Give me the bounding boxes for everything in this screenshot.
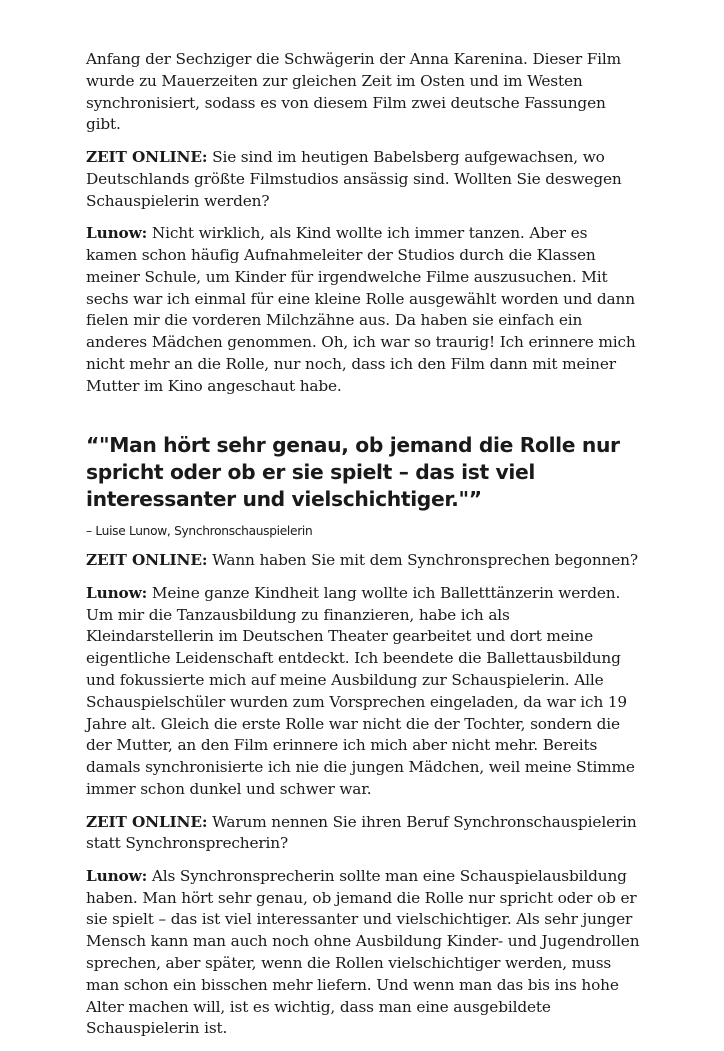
question-paragraph xyxy=(86,812,642,856)
interviewee-label: Lunow: xyxy=(86,866,148,885)
pull-quote-author: – Luise Lunow, Synchronschauspielerin xyxy=(86,524,313,539)
question-paragraph xyxy=(86,550,642,572)
question-paragraph xyxy=(86,147,642,212)
interviewee-label: Lunow: xyxy=(86,224,148,243)
question-text: Wann haben Sie mit dem Synchronsprechen begonnen? xyxy=(207,551,638,570)
question-text: Sie sind im heutigen Babelsberg aufgewachsen, wo Deutschlands größte Filmstudios ansässig sind. Wollten Sie deswegen Schauspielerin werden? xyxy=(86,147,622,210)
intro-paragraph: Anfang der Sechziger die Schwägerin der Anna Karenina. Dieser Film wurde zu Mauerzeiten zur gleichen Zeit im Osten und im Westen synchronisiert, sodass es von diesem Film zwei deutsche Fassungen gibt. xyxy=(86,50,621,134)
answer-paragraph xyxy=(86,866,642,1040)
article-body xyxy=(86,49,642,1051)
interviewee-label: Lunow: xyxy=(86,583,148,602)
answer-text: Meine ganze Kindheit lang wollte ich Balletttänzerin werden. Um mir die Tanzausbildung zu finanzieren, habe ich als Kleindarstellerin im Deutschen Theater gearbeitet und dort meine eigentliche Leidenschaft entdeckt. Ich beendete die Ballettausbildung und fokussierte mich auf meine Ausbildung zur Schauspielerin. Alle Schauspielschüler wurden zum Vorsprechen eingeladen, da war ich 19 Jahre alt. Gleich die erste Rolle war nicht die der Tochter, sondern die der Mutter, an den Film erinnere ich mich aber nicht mehr. Bereits damals synchronisierte ich nie die jungen Mädchen, weil meine Stimme immer schon dunkel und schwer war. xyxy=(86,583,635,798)
question-text: Warum nennen Sie ihren Beruf Synchronschauspielerin statt Synchronsprecherin? xyxy=(86,812,637,853)
interviewer-label: ZEIT ONLINE: xyxy=(86,551,208,570)
answer-text: Nicht wirklich, als Kind wollte ich immer tanzen. Aber es kamen schon häufig Aufnahmeleiter der Studios durch die Klassen meiner Schule, um Kinder für irgendwelche Filme auszusuchen. Mit sechs war ich einmal für eine kleine Rolle ausgewählt worden und dann fielen mir die vorderen Milchzähne aus. Da haben sie einfach ein anderes Mädchen genommen. Oh, ich war so traurig! Ich erinnere mich nicht mehr an die Rolle, nur noch, dass ich den Film dann mit meiner Mutter im Kino angeschaut habe. xyxy=(86,224,636,395)
pull-quote-text: “"Man hört sehr genau, ob jemand die Rolle nur spricht oder ob er sie spielt – das ist viel interessanter und vielschichtiger."” xyxy=(86,432,620,511)
answer-paragraph xyxy=(86,583,642,801)
pull-quote xyxy=(86,432,642,540)
interviewer-label: ZEIT ONLINE: xyxy=(86,147,208,166)
interviewer-label: ZEIT ONLINE: xyxy=(86,812,208,831)
answer-text: Als Synchronsprecherin sollte man eine Schauspielausbildung haben. Man hört sehr genau, ob jemand die Rolle nur spricht oder ob er sie spielt – das ist viel interessanter und vielschichtiger. Als sehr junger Mensch kann man auch noch ohne Ausbildung Kinder- und Jugendrollen sprechen, aber später, wenn die Rollen vielschichtiger werden, muss man schon ein bisschen mehr liefern. Und wenn man das bis ins hohe Alter machen will, ist es wichtig, dass man eine ausgebildete Schauspielerin ist. xyxy=(86,866,640,1038)
answer-paragraph xyxy=(86,223,642,397)
